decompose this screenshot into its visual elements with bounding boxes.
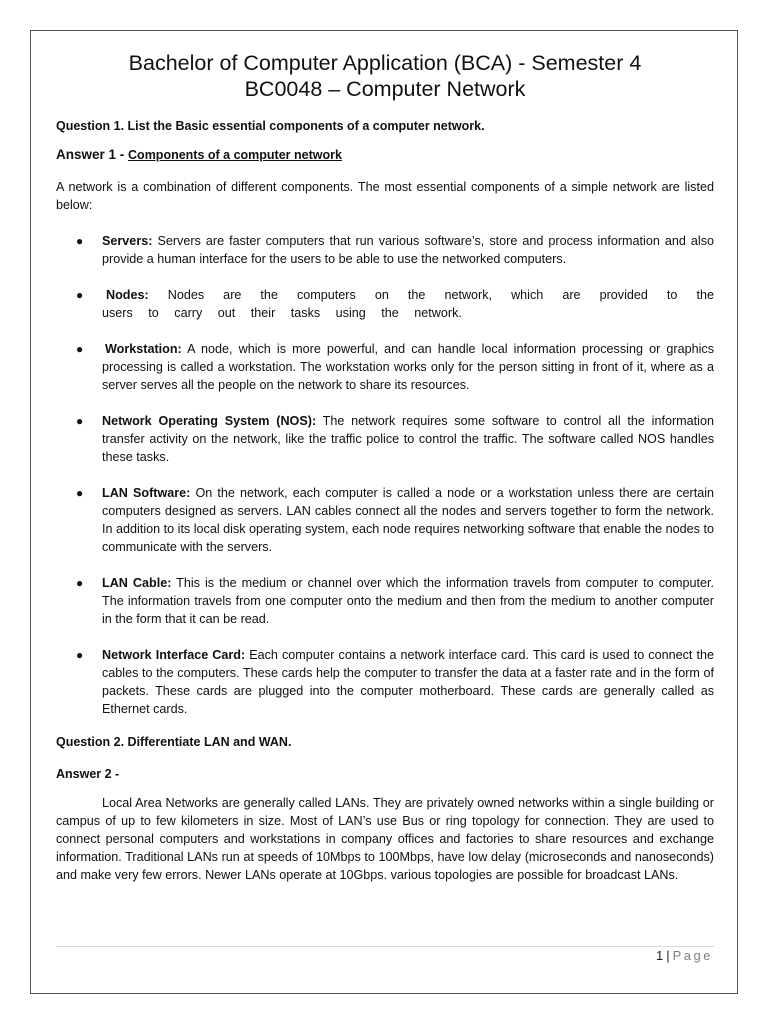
list-item: [56, 286, 714, 322]
list-item-term: Nodes:: [106, 288, 149, 302]
footer-divider: [56, 946, 714, 947]
list-item: [56, 232, 714, 268]
list-item-term: LAN Cable:: [102, 576, 172, 590]
list-item-term: LAN Software:: [102, 486, 191, 500]
question-1: Question 1. List the Basic essential components of a computer network.: [56, 119, 485, 133]
answer-2-paragraph: Local Area Networks are generally called LANs. They are privately owned networks within a single building or campus of up to few kilometers in size. Most of LAN’s use Bus or ring topology for connection. They are used to connect personal computers and workstations in company offices and factories to share resources and exchange information. Traditional LANs run at speeds of 10Mbps to 100Mbps, have low delay (microseconds and nanoseconds) and make very few errors. Newer LANs operate at 10Gbps. various topologies are possible for broadcast LANs.: [56, 796, 714, 882]
page-footer: [656, 947, 713, 965]
list-item-text: The network requires some software to control all the information transfer activity on the network, like the traffic police to control the traffic. The software called NOS handles these tasks.: [102, 414, 714, 464]
list-item: [56, 340, 714, 394]
list-item: [56, 484, 714, 556]
answer-1-intro: A network is a combination of different components. The most essential components of a simple network are listed below:: [56, 180, 714, 212]
bullet-icon: ●: [76, 486, 84, 500]
list-item-text: Servers are faster computers that run various software’s, store and process information and also provide a human interface for the users to be able to use the networked computers.: [102, 234, 714, 266]
list-item-text: On the network, each computer is called a node or a workstation unless there are certain computers designed as servers. LAN cables connect all the nodes and servers together to form the network. In addition to its local disk operating system, each node requires networking software that enable the nodes to communicate with the servers.: [102, 486, 715, 554]
question-2: Question 2. Differentiate LAN and WAN.: [56, 735, 292, 749]
answer-2-heading: Answer 2 -: [56, 767, 120, 781]
page-label: Page: [672, 948, 713, 963]
components-list: [56, 232, 714, 718]
document-body: [56, 50, 714, 884]
footer-separator: |: [666, 948, 670, 963]
list-item-text: This is the medium or channel over which the information travels from computer to computer. The information travels from one computer onto the medium and then from the medium to another computer in the form that it can be read.: [102, 576, 714, 626]
list-item: [56, 646, 714, 718]
bullet-icon: ●: [76, 342, 84, 356]
bullet-icon: ●: [76, 576, 84, 590]
list-item: [56, 574, 714, 628]
answer-1-label: Answer 1 -: [56, 147, 129, 162]
answer-1-topic: Components of a computer network: [128, 148, 342, 162]
document-title-line-2: BC0048 – Computer Network: [244, 77, 526, 101]
list-item-term: Workstation:: [105, 342, 182, 356]
bullet-icon: ●: [76, 288, 84, 302]
list-item-text: Each computer contains a network interface card. This card is used to connect the cables to the computers. These cards help the computer to transfer the data at a faster rate and in the form of packets. These cards are plugged into the computer motherboard. These cards are generally called as Ethernet cards.: [102, 648, 714, 716]
list-item-term: Network Interface Card:: [102, 648, 246, 662]
bullet-icon: ●: [76, 648, 84, 662]
list-item-text: A node, which is more powerful, and can handle local information processing or graphics processing is called a workstation. The workstation works only for the person sitting in front of it, where as a server serves all the people on the network to share its resources.: [102, 342, 714, 392]
list-item-text: Nodes are the computers on the network, which are provided to the users to carry out their tasks using the network.: [102, 288, 714, 320]
list-item-term: Network Operating System (NOS):: [102, 414, 317, 428]
bullet-icon: ●: [76, 414, 84, 428]
bullet-icon: ●: [76, 234, 84, 248]
document-title-line-1: Bachelor of Computer Application (BCA) - Semester 4: [128, 51, 642, 75]
answer-1-heading: [56, 146, 714, 164]
page-number: 1: [656, 948, 664, 963]
list-item-term: Servers:: [102, 234, 153, 248]
list-item: [56, 412, 714, 466]
